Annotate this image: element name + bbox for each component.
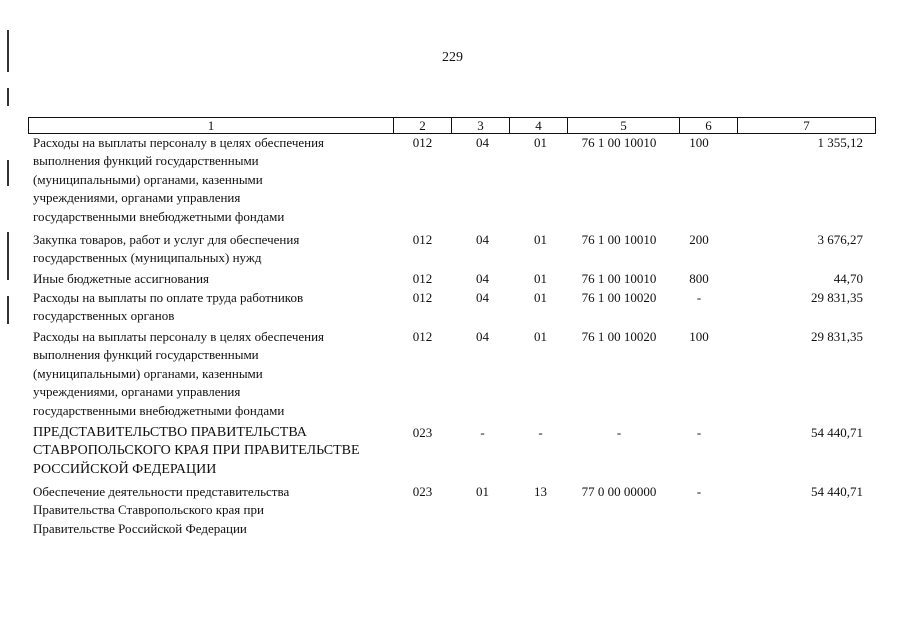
ministry-code: 023 <box>412 425 433 440</box>
amount: 1 355,12 <box>817 135 863 150</box>
organization-name: ПРЕДСТАВИТЕЛЬСТВО ПРАВИТЕЛЬСТВА СТАВРОПОЛЬСКОГО КРАЯ ПРИ ПРАВИТЕЛЬСТВЕ РОССИЙСКОЙ ФЕДЕРАЦИИ <box>33 425 360 477</box>
section-code: 04 <box>476 290 489 305</box>
amount: 3 676,27 <box>817 232 863 247</box>
expense-type-code: - <box>696 484 702 499</box>
section-code: 04 <box>476 232 489 247</box>
section-code: 04 <box>476 329 489 344</box>
ministry-code: 023 <box>412 484 433 499</box>
ministry-code: 012 <box>412 232 433 247</box>
amount: 44,70 <box>833 271 863 286</box>
target-article-code: 76 1 00 10020 <box>581 329 657 344</box>
scan-margin-mark <box>7 232 9 280</box>
amount: 54 440,71 <box>811 484 863 499</box>
expense-name: Расходы на выплаты персоналу в целях обеспечения выполнения функций государственными (муниципальными) органами, казенными учреждениями, органами управления государственными внебюджетными фондами <box>33 329 325 418</box>
header-col-1: 1 <box>29 118 394 134</box>
expense-type-code: 100 <box>689 329 709 344</box>
header-col-4: 4 <box>510 118 568 134</box>
target-article-code: 76 1 00 10010 <box>581 135 657 150</box>
subsection-code: 13 <box>534 484 547 499</box>
target-article-code: 77 0 00 00000 <box>581 484 657 499</box>
section-code: - <box>480 425 485 440</box>
column-number-header <box>28 117 876 134</box>
header-col-7: 7 <box>738 118 876 134</box>
section-code: 04 <box>476 135 489 150</box>
section-code: 04 <box>476 271 489 286</box>
target-article-code: 76 1 00 10010 <box>581 232 657 247</box>
subsection-code: 01 <box>534 329 547 344</box>
amount: 54 440,71 <box>811 425 863 440</box>
scan-margin-mark <box>7 88 9 106</box>
expense-name: Иные бюджетные ассигнования <box>33 271 210 286</box>
section-code: 01 <box>476 484 489 499</box>
ministry-code: 012 <box>412 271 433 286</box>
expense-name: Закупка товаров, работ и услуг для обеспечения государственных (муниципальных) нужд <box>33 232 300 266</box>
expense-name: Обеспечение деятельности представительства Правительства Ставропольского края при Правительстве Российской Федерации <box>33 484 290 536</box>
subsection-code: 01 <box>534 290 547 305</box>
expense-type-code: 100 <box>689 135 709 150</box>
expense-type-code: 800 <box>689 271 709 286</box>
header-col-2: 2 <box>394 118 452 134</box>
expense-name: Расходы на выплаты персоналу в целях обеспечения выполнения функций государственными (муниципальными) органами, казенными учреждениями, органами управления государственными внебюджетными фондами <box>33 135 325 224</box>
target-article-code: - <box>616 425 622 440</box>
ministry-code: 012 <box>412 135 433 150</box>
subsection-code: 01 <box>534 271 547 286</box>
header-col-3: 3 <box>452 118 510 134</box>
header-col-6: 6 <box>680 118 738 134</box>
header-row <box>29 118 876 134</box>
expense-name: Расходы на выплаты по оплате труда работников государственных органов <box>33 290 304 324</box>
scan-margin-mark <box>7 160 9 186</box>
ministry-code: 012 <box>412 329 433 344</box>
page-number: 229 <box>442 50 463 65</box>
expense-type-code: 200 <box>689 232 709 247</box>
expense-type-code: - <box>696 425 702 440</box>
header-col-5: 5 <box>568 118 680 134</box>
target-article-code: 76 1 00 10020 <box>581 290 657 305</box>
subsection-code: 01 <box>534 232 547 247</box>
subsection-code: 01 <box>534 135 547 150</box>
target-article-code: 76 1 00 10010 <box>581 271 657 286</box>
subsection-code: - <box>538 425 543 440</box>
scan-margin-mark <box>7 296 9 324</box>
ministry-code: 012 <box>412 290 433 305</box>
amount: 29 831,35 <box>811 329 863 344</box>
amount: 29 831,35 <box>811 290 863 305</box>
expense-type-code: - <box>696 290 702 305</box>
